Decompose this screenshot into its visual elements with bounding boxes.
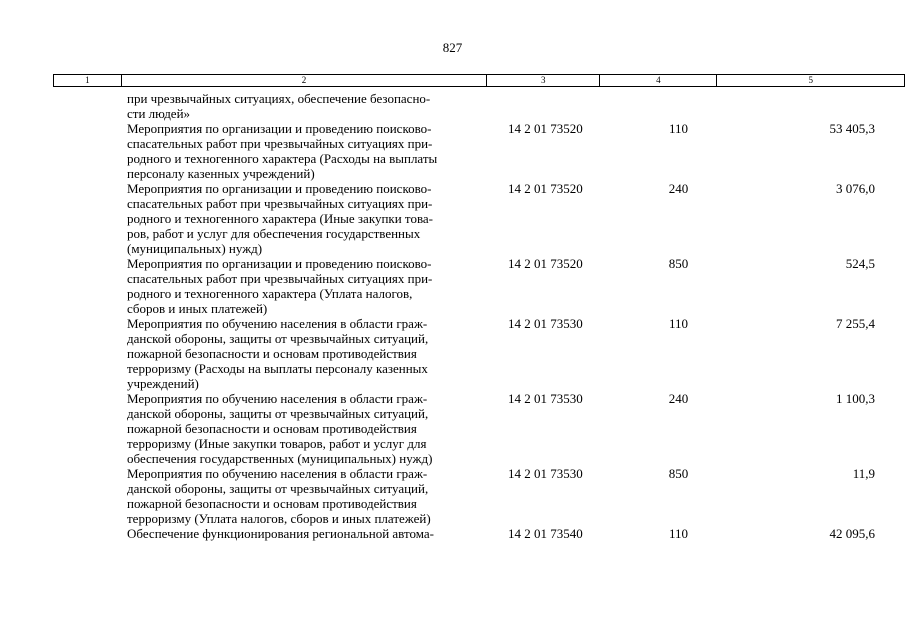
row-description: Мероприятия по обучению населения в области граж- данской обороны, защиты от чрезвычайных ситуаций, пожарной безопасности и основам противодействия терроризму (Уплата налогов, сборов и иных платежей) — [127, 466, 431, 526]
row-amount: 1 100,3 — [836, 391, 875, 406]
row-description: Мероприятия по организации и проведению поисково- спасательных работ при чрезвычайных ситуациях при- родного и техногенного характера (Расходы на выплаты персоналу казенных учреждений) — [127, 121, 438, 181]
row-expense-type: 110 — [668, 526, 689, 541]
row-code: 14 2 01 73530 — [508, 466, 583, 481]
row-amount: 11,9 — [852, 466, 875, 481]
row-description: при чрезвычайных ситуациях, обеспечение безопасно- сти людей» — [127, 91, 431, 121]
row-expense-type: 110 — [668, 316, 689, 331]
row-amount: 3 076,0 — [836, 181, 875, 196]
row-description: Мероприятия по организации и проведению поисково- спасательных работ при чрезвычайных ситуациях при- родного и техногенного характера (Иные закупки това- ров, работ и услуг для обеспечения государственных (муниципальных) нужд) — [127, 181, 434, 256]
row-code: 14 2 01 73520 — [508, 181, 583, 196]
row-description: Мероприятия по организации и проведению поисково- спасательных работ при чрезвычайных ситуациях при- родного и техногенного характера (Уплата налогов, сборов и иных платежей) — [127, 256, 433, 316]
row-code: 14 2 01 73520 — [508, 256, 583, 271]
row-code: 14 2 01 73530 — [508, 391, 583, 406]
table-row — [0, 91, 905, 121]
table-row — [0, 256, 905, 316]
row-expense-type: 110 — [668, 121, 689, 136]
table-row — [0, 181, 905, 256]
table-row — [0, 466, 905, 526]
row-code: 14 2 01 73530 — [508, 316, 583, 331]
header-cell-4: 4 — [600, 75, 717, 87]
row-expense-type: 850 — [668, 466, 689, 481]
header-cell-5: 5 — [717, 75, 905, 87]
row-amount: 7 255,4 — [836, 316, 875, 331]
row-expense-type: 240 — [668, 181, 689, 196]
row-description: Мероприятия по обучению населения в области граж- данской обороны, защиты от чрезвычайных ситуаций, пожарной безопасности и основам противодействия терроризму (Расходы на выплаты персоналу казенных учреждений) — [127, 316, 429, 391]
header-cell-3: 3 — [487, 75, 600, 87]
row-amount: 524,5 — [845, 256, 875, 271]
table-row — [0, 526, 905, 541]
row-amount: 53 405,3 — [829, 121, 875, 136]
row-expense-type: 240 — [668, 391, 689, 406]
column-number-header — [53, 74, 905, 87]
row-description: Мероприятия по обучению населения в области граж- данской обороны, защиты от чрезвычайных ситуаций, пожарной безопасности и основам противодействия терроризму (Иные закупки товаров, работ и услуг для обеспечения государственных (муниципальных) нужд) — [127, 391, 433, 466]
row-code: 14 2 01 73520 — [508, 121, 583, 136]
table-row — [0, 121, 905, 181]
header-row — [54, 75, 905, 87]
header-cell-1: 1 — [54, 75, 122, 87]
table-row — [0, 316, 905, 391]
header-cell-2: 2 — [121, 75, 486, 87]
table-row — [0, 391, 905, 466]
row-expense-type: 850 — [668, 256, 689, 271]
row-code: 14 2 01 73540 — [508, 526, 583, 541]
budget-rows — [0, 91, 905, 541]
row-description: Обеспечение функционирования региональной автома- — [127, 526, 434, 541]
page-number: 827 — [442, 40, 463, 55]
row-amount: 42 095,6 — [829, 526, 875, 541]
